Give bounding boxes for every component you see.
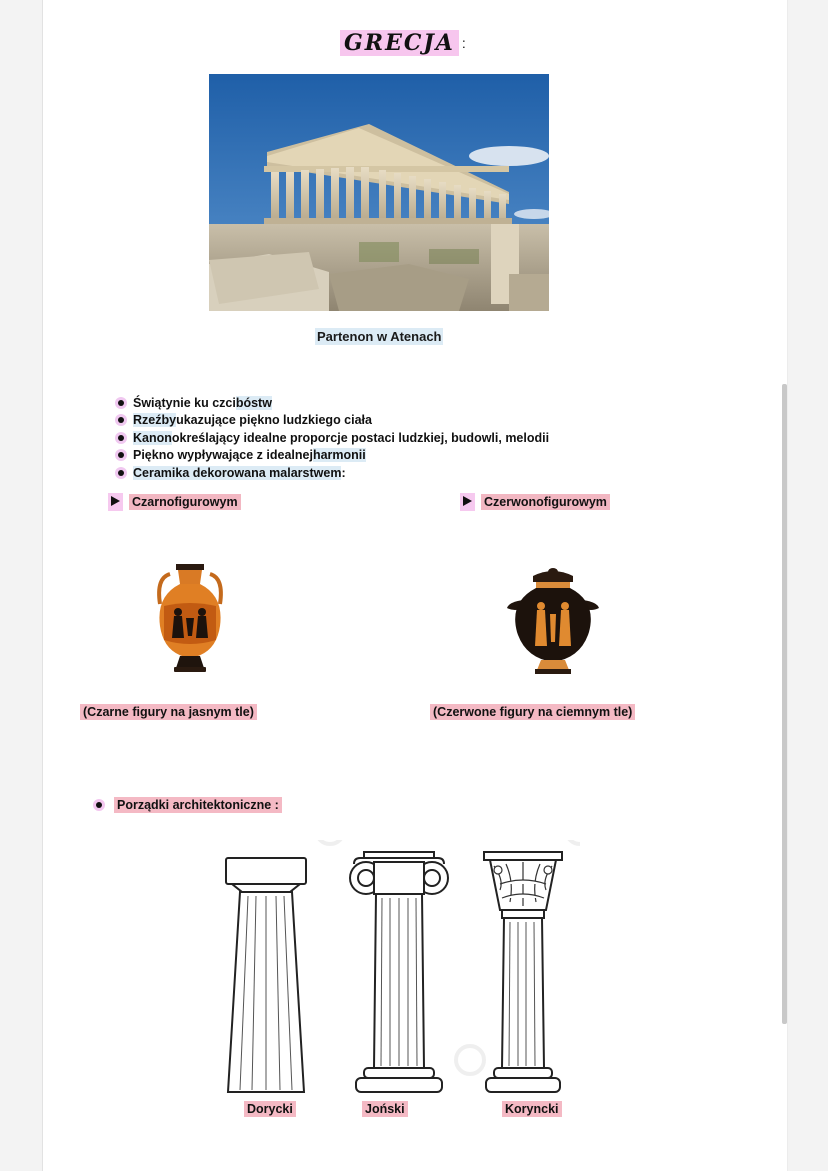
list-item [118,429,549,447]
arrow-bullet-icon [460,493,475,511]
arrow-bullet-icon [108,493,123,511]
bullet-dot [118,400,124,406]
list-item-highlight: Rzeźby [133,413,177,428]
orders-heading-label: Porządki architektoniczne : [114,797,282,813]
list-item-highlight: harmonii [312,448,366,463]
feature-list [118,394,549,482]
black-figure-label: Czarnofigurowym [129,494,241,510]
bullet-dot [118,470,124,476]
doric-label: Dorycki [244,1101,296,1117]
corinthian-column [484,852,562,1092]
list-item-text: : [341,465,346,480]
ionic-column [350,852,448,1092]
title-colon: : [461,35,466,51]
red-figure-label: Czerwonofigurowym [481,494,610,510]
list-item [118,412,549,430]
list-item-highlight: bóstw [235,395,272,410]
orders-heading [96,797,282,813]
page-title [340,28,466,58]
list-item-text: Świątynie ku czci [133,395,236,410]
scrollbar[interactable] [782,384,787,1024]
bullet-dot [96,802,102,808]
bullet-dot [118,452,124,458]
ionic-label: Joński [362,1101,408,1117]
list-item-text: Piękno wypływające z idealnej [133,448,313,463]
doric-column [226,858,306,1092]
title-text: GRECJA [340,30,459,56]
black-figure-caption: (Czarne figury na jasnym tle) [80,704,257,720]
list-item-text: określający idealne proporcje postaci ludzkiej, budowli, melodii [171,430,550,445]
bullet-dot [118,417,124,423]
bullet-dot [118,435,124,441]
red-figure-caption: (Czerwone figury na ciemnym tle) [430,704,635,720]
list-item [118,394,549,412]
list-item-highlight: Kanon [133,430,172,445]
list-item-text: ukazujące piękno ludzkiego ciała [176,413,372,428]
parthenon-photo [209,74,549,311]
red-figure-vase-image [503,562,603,677]
list-item-highlight: Ceramika dekorowana malarstwem [133,465,342,480]
red-figure-item [460,493,610,511]
black-figure-vase-image [150,560,230,675]
list-item [118,447,549,465]
columns-illustration [210,840,580,1130]
list-item [118,464,549,482]
photo-caption: Partenon w Atenach [317,329,442,344]
corinthian-label: Koryncki [502,1101,562,1117]
black-figure-item [108,493,241,511]
